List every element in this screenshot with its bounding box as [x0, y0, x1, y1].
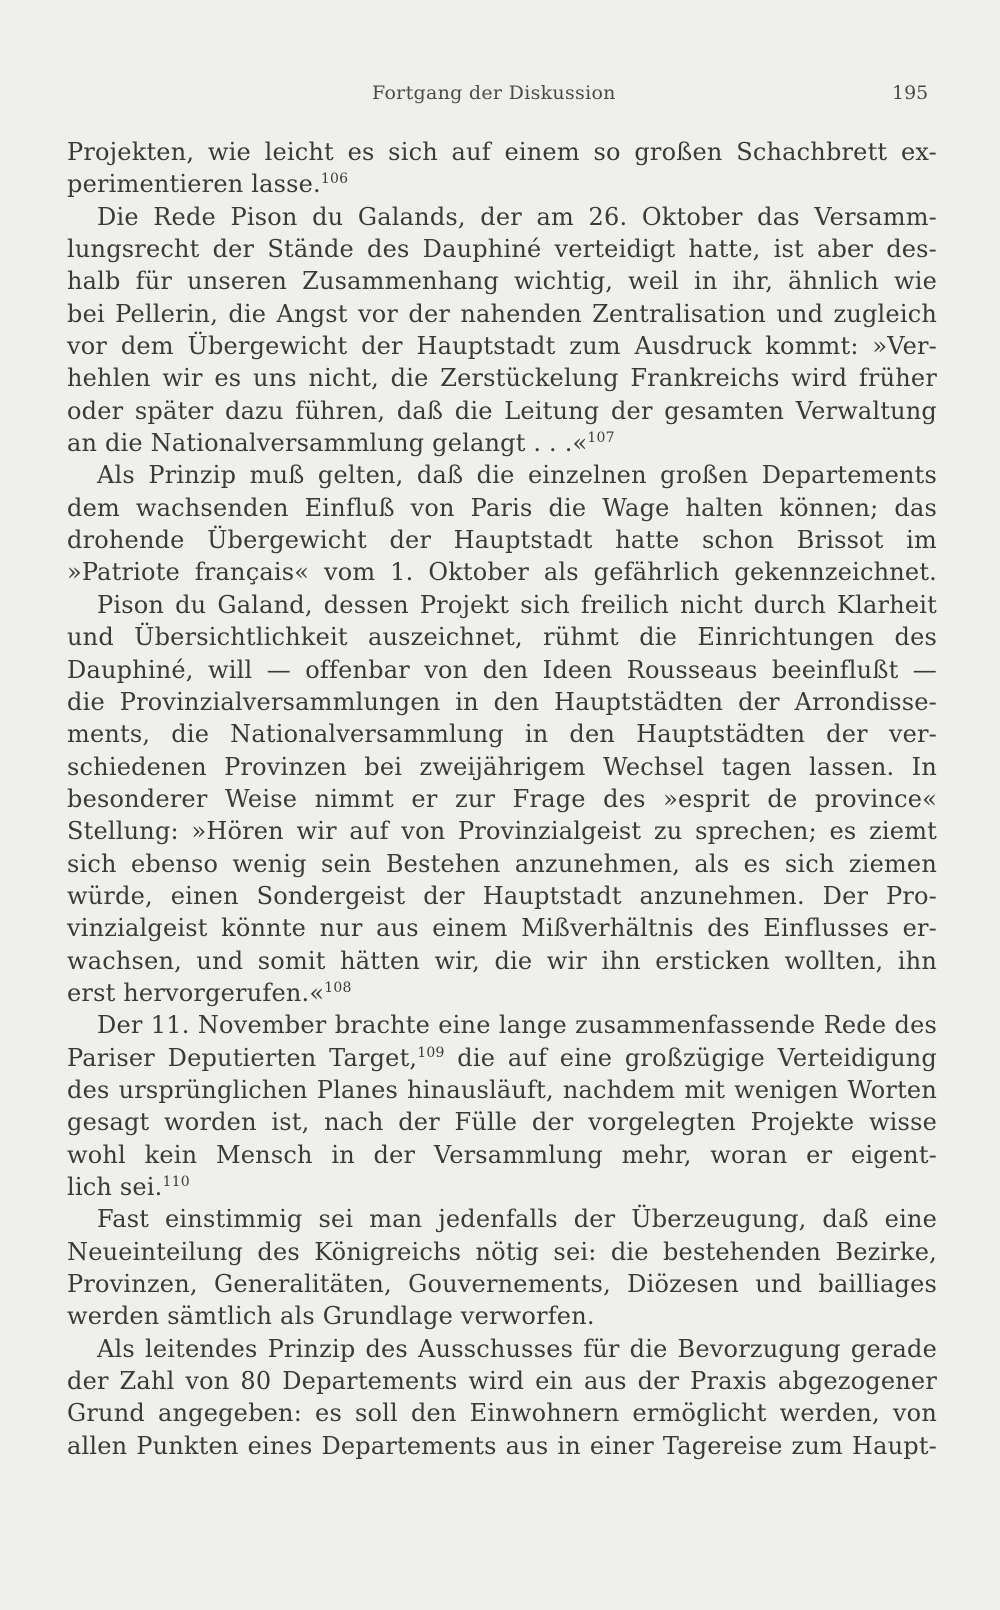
- line-text: die Provinzialversammlungen in den Hauptstädten der Arrondisse-: [67, 687, 937, 716]
- page-number: 195: [892, 82, 929, 104]
- text-line: [67, 654, 937, 686]
- footnote-reference: 107: [587, 430, 615, 447]
- line-text: an die Nationalversammlung gelangt . . .«: [67, 429, 588, 458]
- line-text: Die Rede Pison du Galands, der am 26. Oktober das Versamm-: [97, 202, 937, 231]
- text-line: [67, 362, 937, 394]
- line-text: besonderer Weise nimmt er zur Frage des »esprit de province«: [67, 784, 937, 813]
- line-text: wachsen, und somit hätten wir, die wir ihn ersticken wollten, ihn: [67, 946, 937, 975]
- footnote-reference: 106: [320, 171, 349, 188]
- line-text: Als leitendes Prinzip des Ausschusses für die Bevorzugung gerade: [97, 1334, 937, 1363]
- text-line: [67, 1042, 937, 1074]
- line-text: bei Pellerin, die Angst vor der nahenden Zentralisation und zugleich: [67, 299, 937, 328]
- line-text: dem wachsenden Einfluß von Paris die Wage halten können; das: [67, 493, 937, 522]
- line-text: oder später dazu führen, daß die Leitung der gesamten Verwaltung: [67, 396, 937, 425]
- line-text: gesagt worden ist, nach der Fülle der vorgelegten Projekte wisse: [67, 1108, 937, 1137]
- text-line: [67, 136, 937, 168]
- line-text: Projekten, wie leicht es sich auf einem so großen Schachbrett ex-: [67, 138, 937, 166]
- line-text: Stellung: »Hören wir auf von Provinzialgeist zu sprechen; es ziemt: [67, 817, 937, 846]
- line-text: Pariser Deputierten Target,: [67, 1043, 418, 1072]
- line-text: Als Prinzip muß gelten, daß die einzelnen großen Departements: [97, 461, 937, 490]
- line-text: Provinzen, Generalitäten, Gouvernements, Diözesen und bailliages: [67, 1270, 937, 1299]
- line-text: wohl kein Mensch in der Versammlung mehr, woran er eigent-: [67, 1140, 937, 1169]
- line-text: erst hervorgerufen.«: [67, 978, 325, 1007]
- line-text: vinzialgeist könnte nur aus einem Mißverhältnis des Einflusses er-: [67, 914, 937, 943]
- text-line: [67, 718, 937, 750]
- text-line: [67, 912, 937, 944]
- running-title: Fortgang der Diskussion: [372, 82, 616, 104]
- text-line: [67, 1300, 937, 1332]
- line-text: Dauphiné, will — offenbar von den Ideen Rousseaus beeinflußt —: [67, 655, 937, 684]
- text-line: [67, 1430, 937, 1462]
- text-line: [67, 459, 937, 491]
- line-text: vor dem Übergewicht der Hauptstadt zum Ausdruck kommt: »Ver-: [67, 332, 937, 361]
- text-line: [67, 395, 937, 427]
- text-line: [67, 492, 937, 524]
- line-text: drohende Übergewicht der Hauptstadt hatte schon Brissot im: [67, 526, 937, 555]
- line-text: und Übersichtlichkeit auszeichnet, rühmt die Einrichtungen des: [67, 623, 937, 652]
- text-line: [67, 1397, 937, 1429]
- text-line: [67, 298, 937, 330]
- line-text: Pison du Galand, dessen Projekt sich freilich nicht durch Klarheit: [97, 590, 937, 619]
- line-text-continued: die auf eine großzügige Verteidigung: [444, 1043, 937, 1072]
- line-text: ments, die Nationalversammlung in den Hauptstädten der ver-: [67, 720, 937, 749]
- text-line: [67, 1009, 937, 1041]
- line-text: lich sei.: [67, 1173, 163, 1201]
- line-text: sich ebenso wenig sein Bestehen anzunehmen, als es sich ziemen: [67, 849, 937, 878]
- text-line: [67, 1203, 937, 1235]
- text-line: [67, 589, 937, 621]
- page-header: [0, 78, 1000, 108]
- text-line: [67, 977, 937, 1009]
- text-line: [67, 848, 937, 880]
- line-text: Neueinteilung des Königreichs nötig sei: die bestehenden Bezirke,: [67, 1237, 937, 1266]
- text-line: [67, 330, 937, 362]
- text-line: [67, 1171, 937, 1203]
- text-line: [67, 1139, 937, 1171]
- line-text: lungsrecht der Stände des Dauphiné verteidigt hatte, ist aber des-: [67, 235, 937, 264]
- line-text: »Patriote français« vom 1. Oktober als gefährlich gekennzeichnet.: [67, 558, 937, 587]
- line-text: hehlen wir es uns nicht, die Zerstückelung Frankreichs wird früher: [67, 364, 937, 393]
- text-line: [67, 945, 937, 977]
- text-line: [67, 1106, 937, 1138]
- text-line: [67, 556, 937, 588]
- line-text: allen Punkten eines Departements aus in einer Tagereise zum Haupt-: [67, 1431, 937, 1460]
- line-text: der Zahl von 80 Departements wird ein aus der Praxis abgezogener: [67, 1367, 937, 1396]
- text-line: [67, 265, 937, 297]
- text-line: [67, 1333, 937, 1365]
- text-line: [67, 815, 937, 847]
- line-text: Fast einstimmig sei man jedenfalls der Überzeugung, daß eine: [97, 1205, 937, 1234]
- text-line: [67, 783, 937, 815]
- body-text: [67, 136, 937, 1462]
- text-line: [67, 201, 937, 233]
- line-text: würde, einen Sondergeist der Hauptstadt anzunehmen. Der Pro-: [67, 881, 937, 910]
- text-line: [67, 1236, 937, 1268]
- text-line: [67, 168, 937, 200]
- text-line: [67, 1365, 937, 1397]
- line-text: des ursprünglichen Planes hinausläuft, nachdem mit wenigen Worten: [67, 1075, 937, 1104]
- line-text: schiedenen Provinzen bei zweijährigem Wechsel tagen lassen. In: [67, 752, 937, 781]
- text-line: [67, 1074, 937, 1106]
- line-text: halb für unseren Zusammenhang wichtig, weil in ihr, ähnlich wie: [67, 267, 937, 296]
- footnote-reference: 108: [324, 979, 352, 996]
- text-line: [67, 233, 937, 265]
- footnote-reference: 109: [417, 1044, 445, 1061]
- line-text: werden sämtlich als Grundlage verworfen.: [67, 1302, 595, 1331]
- text-line: [67, 751, 937, 783]
- text-line: [67, 621, 937, 653]
- text-line: [67, 524, 937, 556]
- text-line: [67, 686, 937, 718]
- text-line: [67, 1268, 937, 1300]
- line-text: Der 11. November brachte eine lange zusammenfassende Rede des: [97, 1011, 937, 1040]
- text-line: [67, 880, 937, 912]
- line-text: perimentieren lasse.: [67, 170, 321, 199]
- line-text: Grund angegeben: es soll den Einwohnern ermöglicht werden, von: [67, 1399, 937, 1428]
- footnote-reference: 110: [162, 1174, 190, 1190]
- text-line: [67, 427, 937, 459]
